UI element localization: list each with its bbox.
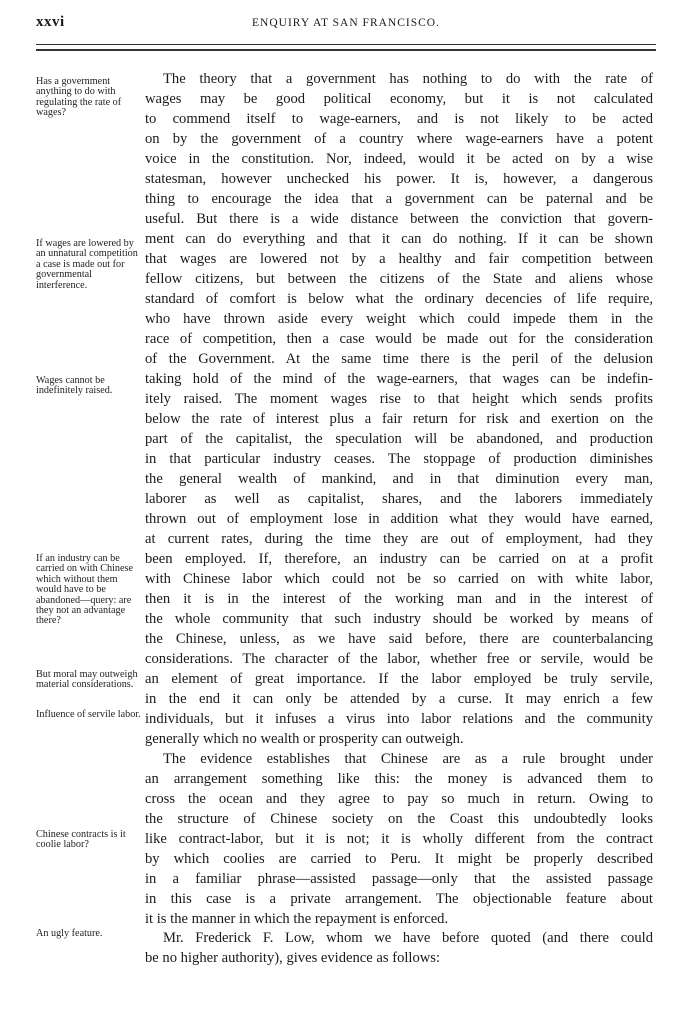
margin-note: Influence of servile labor. <box>36 709 141 720</box>
body-line: individuals, but it infuses a virus into labor relations and the community <box>145 711 653 727</box>
body-line: in the end it can only be attended by a curse. It may enrich a few <box>145 691 653 707</box>
running-title: ENQUIRY AT SAN FRANCISCO. <box>252 17 440 29</box>
page-number: xxvi <box>36 14 65 30</box>
body-line: it is the manner in which the repayment is enforced. <box>145 911 449 927</box>
body-line: thrown out of employment lose in addition what they would have earned, <box>145 511 653 527</box>
body-line: fellow citizens, but between the citizens of the State and aliens whose <box>145 271 653 287</box>
body-line: then it is in the interest of the working man and in the interest of <box>145 591 653 607</box>
body-line: below the rate of interest plus a fair return for risk and exertion on the <box>145 411 653 427</box>
body-line: be no higher authority), gives evidence as follows: <box>145 950 441 966</box>
body-line: that wages are lowered not by a healthy and fair competition between <box>145 251 653 267</box>
body-line: in this case is a private arrangement. The objectionable feature about <box>145 891 653 907</box>
body-line: standard of comfort is below what the ordinary decencies of life require, <box>145 291 653 307</box>
body-line: who have thrown aside every weight which could impede them in the <box>145 311 653 327</box>
body-line: on by the government of a country where wage-earners have a potent <box>145 131 653 147</box>
body-line: taking hold of the mind of the wage-earners, that wages can be indefin- <box>145 371 653 387</box>
body-line: The evidence establishes that Chinese are as a rule brought under <box>163 751 653 767</box>
margin-note: An ugly feature. <box>36 928 103 939</box>
body-line: statesman, however unchecked his power. It is, however, a dangerous <box>145 171 653 187</box>
body-line: the structure of Chinese society on the Coast this undoubtedly looks <box>145 811 653 827</box>
margin-note: If an industry can be carried on with Chinese which without them would have to be abandoned—query: are they not an advantage there? <box>36 553 134 627</box>
header-rule-thin <box>36 44 656 45</box>
margin-note: But moral may outweigh material considerations. <box>36 669 138 691</box>
body-line: of the Government. At the same time there is the peril of the delusion <box>145 351 653 367</box>
body-line: the Chinese, unless, as we have said before, there are counterbalancing <box>145 631 653 647</box>
body-line: wages may be good political economy, but it is not calculated <box>145 91 653 107</box>
body-line: by which coolies are carried to Peru. It might be properly described <box>145 851 653 867</box>
body-line: cross the ocean and they agree to pay so much in return. Owing to <box>145 791 653 807</box>
body-line: itely raised. The moment wages rise to that height which sends profits <box>145 391 653 407</box>
body-line: an element of great importance. If the labor employed be truly servile, <box>145 671 653 687</box>
body-line: race of competition, then a case would be made out for the consideration <box>145 331 653 347</box>
body-line: to commend itself to wage-earners, and is not likely to be acted <box>145 111 653 127</box>
body-line: an arrangement something like this: the money is advanced them to <box>145 771 653 787</box>
margin-note: Has a government anything to do with regulating the rate of wages? <box>36 76 122 119</box>
margin-note: Chinese contracts is it coolie labor? <box>36 829 126 851</box>
body-line: part of the capitalist, the speculation will be abandoned, and production <box>145 431 653 447</box>
body-line: been employed. If, therefore, an industry can be carried on at a profit <box>145 551 653 567</box>
body-line: the general wealth of mankind, and in that diminution every man, <box>145 471 653 487</box>
body-line: generally which no wealth or prosperity can outweigh. <box>145 731 464 747</box>
margin-note: Wages cannot be indefinitely raised. <box>36 375 113 397</box>
body-line: voice in the constitution. Nor, indeed, would it be acted on by a wise <box>145 151 653 167</box>
body-line: in that particular industry ceases. The stoppage of production diminishes <box>145 451 653 467</box>
body-line: Mr. Frederick F. Low, whom we have before quoted (and there could <box>163 930 653 946</box>
body-line: in a familiar phrase—assisted passage—only that the assisted passage <box>145 871 653 887</box>
body-line: like contract-labor, but it is not; it is wholly different from the contract <box>145 831 653 847</box>
body-line: laborer as well as capitalist, shares, and the laborers immediately <box>145 491 653 507</box>
body-line: thing to encourage the idea that a government can be paternal and be <box>145 191 653 207</box>
body-line: ment can do everything and that it can do nothing. If it can be shown <box>145 231 653 247</box>
body-line: useful. But there is a wide distance between the conviction that govern- <box>145 211 653 227</box>
body-line: the whole community that such industry should be worked by means of <box>145 611 653 627</box>
margin-note: If wages are lowered by an unnatural competition a case is made out for governmental interference. <box>36 238 138 291</box>
body-line: The theory that a government has nothing to do with the rate of <box>163 71 653 87</box>
header-rule-thick <box>36 49 656 51</box>
page-header <box>36 14 656 34</box>
body-line: considerations. The character of the labor, whether free or servile, would be <box>145 651 653 667</box>
body-line: with Chinese labor which could not be so carried on with white labor, <box>145 571 653 587</box>
body-line: at current rates, during the time they are out of employment, had they <box>145 531 653 547</box>
